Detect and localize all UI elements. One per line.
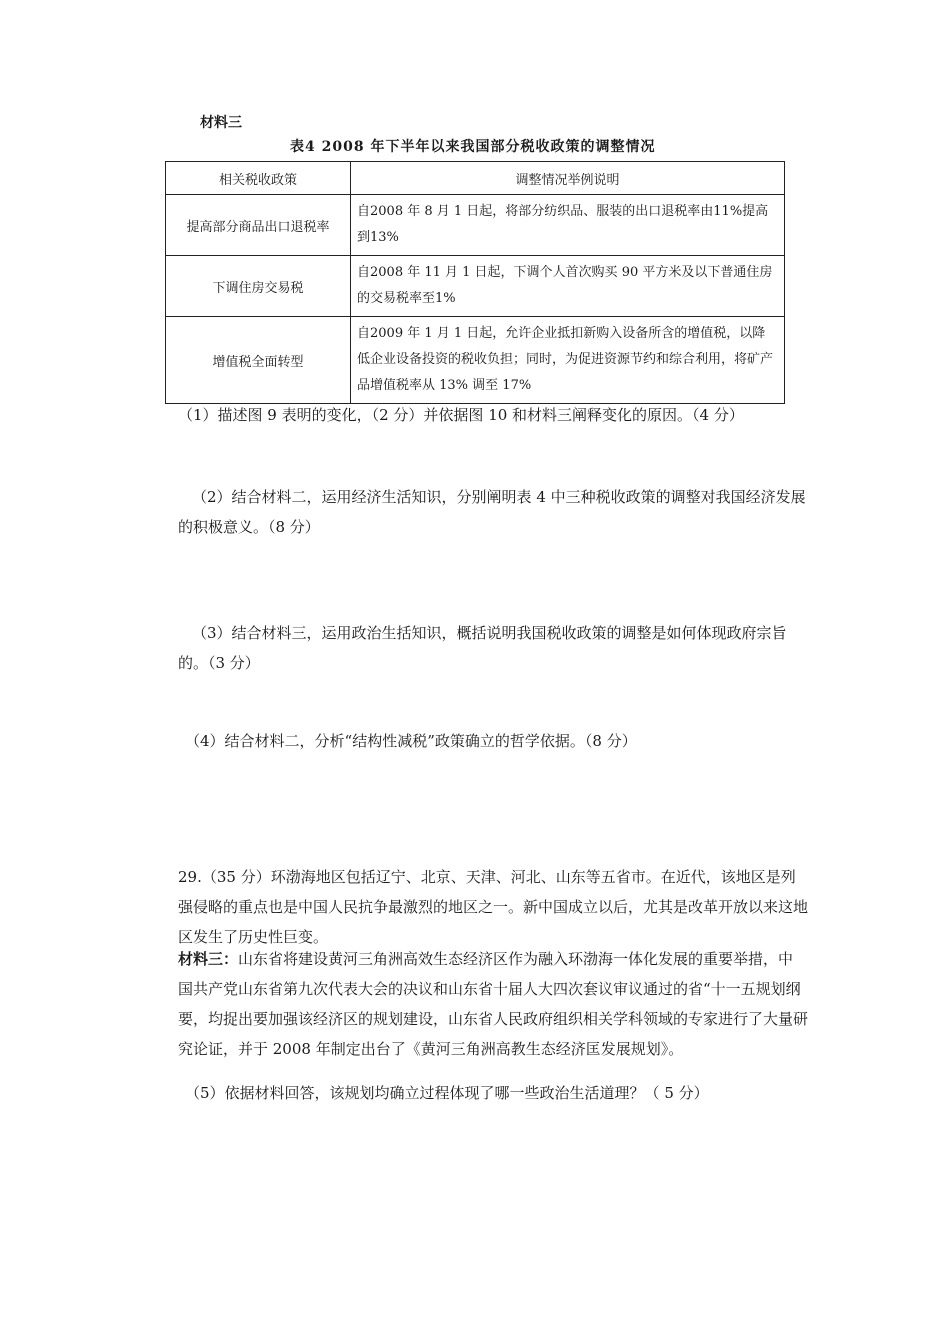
- material-label: 材料三: [200, 115, 242, 131]
- table-row: [166, 256, 785, 317]
- table-header-policy: 相关税收政策: [166, 162, 351, 195]
- question-5: （5）依据材料回答，该规划均确立过程体现了哪一些政治生活道理？（ 5 分）: [185, 1084, 709, 1102]
- table-cell-policy: 下调住房交易税: [166, 256, 351, 317]
- table-row: [166, 195, 785, 256]
- question-1: （1）描述图 9 表明的变化，（2 分）并依据图 10 和材料三阐释变化的原因。（4 分）: [178, 406, 744, 424]
- table-row: [166, 317, 785, 404]
- table-cell-detail: 自2008 年 11 月 1 日起，下调个人首次购买 90 平方米及以下普通住房的交易税率至1%: [351, 256, 785, 317]
- material-3-paragraph: [178, 944, 808, 1064]
- material-3-label: 材料三：: [178, 950, 239, 968]
- tax-policy-table: [165, 161, 785, 404]
- question-2: （2）结合材料二，运用经济生活知识，分别阐明表 4 中三种税收政策的调整对我国经济发展的积极意义。（8 分）: [178, 488, 806, 536]
- material-3-text: 山东省将建设黄河三角洲高效生态经济区作为融入环渤海一体化发展的重要举措，中国共产党山东省第九次代表大会的决议和山东省十届人大四次套议审议通过的省“十一五规划纲要，均捉出要加强该经济区的规划建设，山东省人民政府组织相关学科领域的专家进行了大量研究论证，并于 2008 年制定出台了《黄河三角洲高教生态经济匡发展规划》。: [178, 950, 809, 1058]
- table-caption: 表4 2008 年下半年以来我国部分税收政策的调整情况: [290, 139, 656, 155]
- question-4: （4）结合材料二，分析“结构性减税”政策确立的哲学依据。（8 分）: [185, 732, 637, 750]
- table-cell-detail: 自2008 年 8 月 1 日起，将部分纺织品、服装的出口退税率由11%提高到13%: [351, 195, 785, 256]
- table-header-detail: 调整情况举例说明: [351, 162, 785, 195]
- table-cell-policy: 提高部分商品出口退税率: [166, 195, 351, 256]
- question-29: 29.（35 分）环渤海地区包括辽宁、北京、天津、河北、山东等五省市。在近代，该地区是列强侵略的重点也是中国人民抗争最激烈的地区之一。新中国成立以后，尤其是改革开放以来这地区发生了历史性巨变。: [178, 868, 809, 946]
- table-cell-policy: 增值税全面转型: [166, 317, 351, 404]
- table-header-row: [166, 162, 785, 195]
- question-3: （3）结合材料三，运用政治生括知识，概括说明我国税收政策的调整是如何体现政府宗旨的。（3 分）: [178, 624, 787, 672]
- table-cell-detail: 自2009 年 1 月 1 日起，允许企业抵扣新购入设备所含的增值税，以降低企业设备投资的税收负担；同时，为促进资源节约和综合利用，将矿产品增值税率从 13% 调至 17%: [351, 317, 785, 404]
